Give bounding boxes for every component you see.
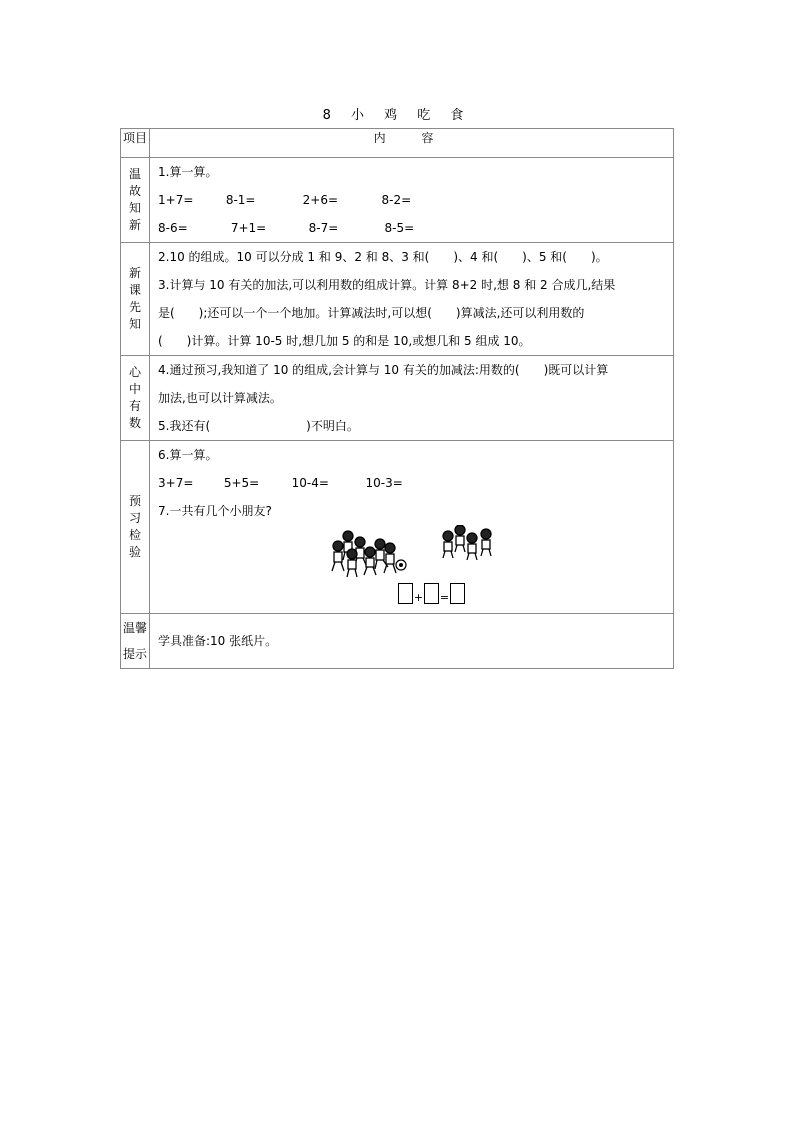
label-char: 知 <box>128 317 141 331</box>
section-content <box>150 158 674 243</box>
tip-text: 学具准备:10 张纸片。 <box>158 634 278 648</box>
plus-sign: + <box>413 591 424 604</box>
section-review <box>121 158 674 243</box>
section-label <box>121 243 150 356</box>
label-char: 故 <box>128 184 141 198</box>
label-char: 温 <box>128 167 141 181</box>
question-3-cont: 是( );还可以一个一个地加。计算减法时,可以想( )算减法,还可以利用数的 <box>158 306 585 320</box>
picture-area <box>158 525 665 604</box>
section-content <box>150 614 674 669</box>
header-item: 项目 <box>121 129 150 158</box>
label-char: 有 <box>128 399 141 413</box>
section-mindful <box>121 356 674 441</box>
label-char: 中 <box>128 382 141 396</box>
question-2: 2.10 的组成。10 可以分成 1 和 9、2 和 8、3 和( )、4 和( )、5 和( )。 <box>158 250 608 264</box>
question-7: 7.一共有几个小朋友? <box>158 504 272 518</box>
soccer-ball-icon <box>396 560 406 570</box>
question-1: 1.算一算。 <box>158 165 218 179</box>
equation-line <box>158 186 665 214</box>
label-line: 提示 <box>122 647 147 661</box>
worksheet-table <box>120 128 674 669</box>
question-3-cont: ( )计算。计算 10-5 时,想几加 5 的和是 10,或想几和 5 组成 10。 <box>158 334 531 348</box>
section-content <box>150 441 674 614</box>
equation: 7+1= <box>230 221 267 235</box>
header-row <box>121 129 674 158</box>
label-char: 知 <box>128 201 141 215</box>
question-3: 3.计算与 10 有关的加法,可以利用数的组成计算。计算 8+2 时,想 8 和 2 合成几,结果 <box>158 278 616 292</box>
section-label <box>121 356 150 441</box>
equation: 10-3= <box>365 476 403 490</box>
equation: 8-6= <box>158 221 188 235</box>
label-char: 先 <box>128 300 141 314</box>
equation: 8-5= <box>384 221 415 235</box>
children-group-right-icon <box>440 525 500 561</box>
section-content <box>150 356 674 441</box>
answer-formula <box>398 583 465 604</box>
question-5: 5.我还有( )不明白。 <box>158 419 359 433</box>
section-tip <box>121 614 674 669</box>
equation: 8-7= <box>308 221 339 235</box>
equation: 1+7= <box>158 193 194 207</box>
answer-box[interactable] <box>424 583 439 604</box>
label-char: 心 <box>128 365 141 379</box>
question-4: 4.通过预习,我知道了 10 的组成,会计算与 10 有关的加减法:用数的( )既可以计算 <box>158 363 609 377</box>
answer-box[interactable] <box>398 583 413 604</box>
label-char: 新 <box>128 266 141 280</box>
label-char: 习 <box>128 511 141 525</box>
equation: 8-2= <box>381 193 412 207</box>
question-6: 6.算一算。 <box>158 448 218 462</box>
equation: 8-1= <box>225 193 256 207</box>
label-char: 数 <box>128 416 141 430</box>
label-char: 预 <box>128 494 141 508</box>
question-4-cont: 加法,也可以计算减法。 <box>158 391 282 405</box>
section-label <box>121 158 150 243</box>
equals-sign: = <box>439 591 450 604</box>
section-check <box>121 441 674 614</box>
label-char: 新 <box>128 218 141 232</box>
header-content: 内 容 <box>150 129 674 158</box>
equation: 5+5= <box>223 476 260 490</box>
section-preview <box>121 243 674 356</box>
answer-box[interactable] <box>450 583 465 604</box>
equation-line <box>158 469 665 497</box>
section-label <box>121 441 150 614</box>
equation: 10-4= <box>291 476 329 490</box>
page-title: 8 小 鸡 吃 食 <box>322 108 472 123</box>
equation: 3+7= <box>158 476 194 490</box>
children-group-left-icon <box>328 527 408 579</box>
section-content <box>150 243 674 356</box>
equation-line <box>158 214 665 242</box>
section-label <box>121 614 150 669</box>
label-char: 检 <box>128 528 141 542</box>
label-char: 课 <box>128 283 141 297</box>
equation: 2+6= <box>302 193 339 207</box>
label-line: 温馨 <box>122 621 147 635</box>
label-char: 验 <box>128 545 141 559</box>
